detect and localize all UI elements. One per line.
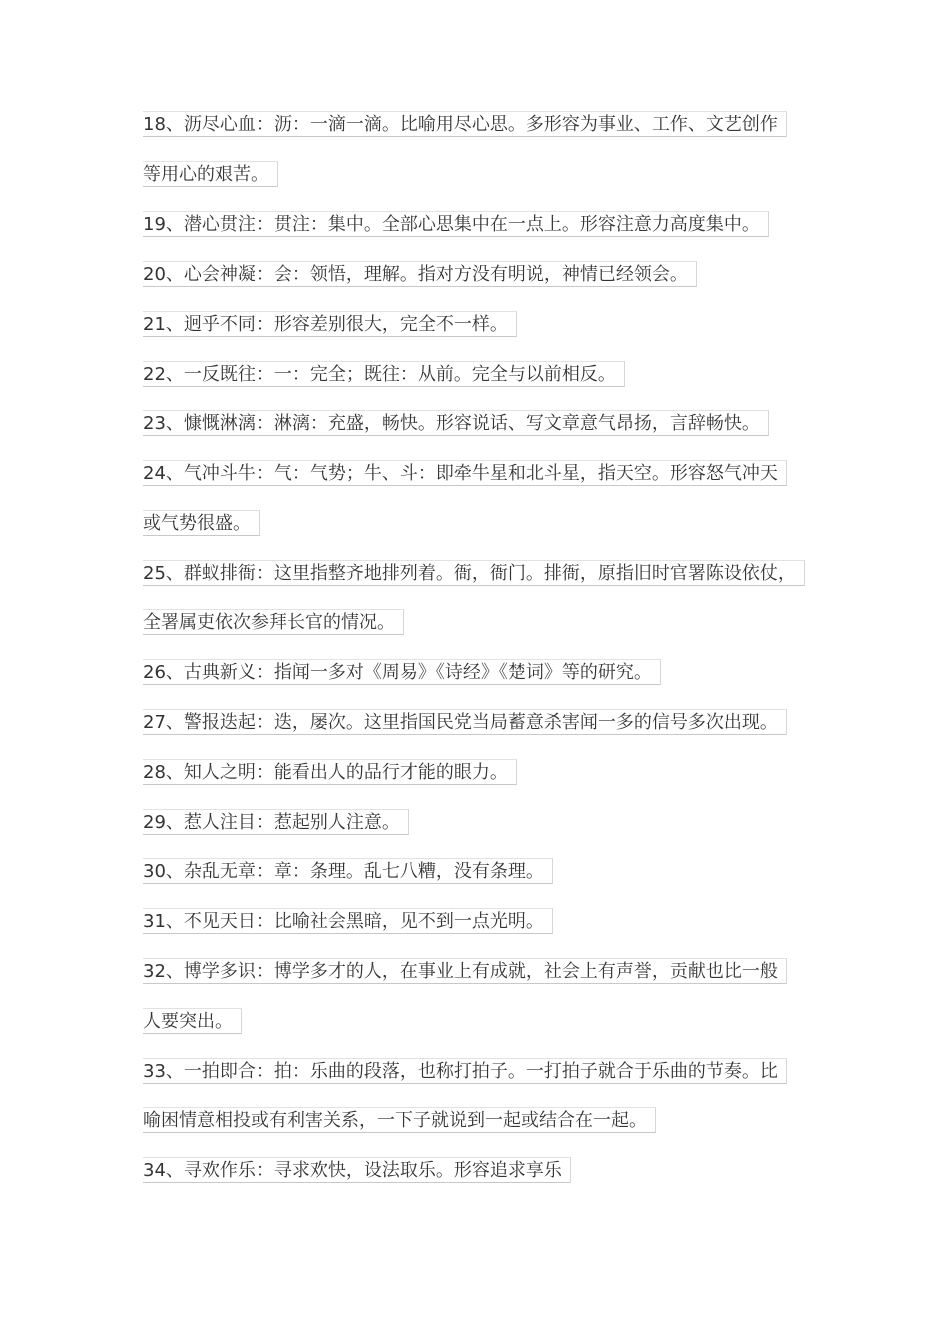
line-text: 33、一拍即合：拍：乐曲的段落，也称打拍子。一打拍子就合于乐曲的节奏。比 bbox=[143, 1061, 778, 1082]
text-line bbox=[143, 560, 805, 586]
line-text: 或气势很盛。 bbox=[143, 513, 251, 534]
line-text: 26、古典新义：指闻一多对《周易》《诗经》《楚词》等的研究。 bbox=[143, 662, 652, 683]
text-line bbox=[143, 858, 553, 884]
line-text: 28、知人之明：能看出人的品行才能的眼力。 bbox=[143, 762, 508, 783]
text-line bbox=[143, 1107, 656, 1133]
text-line bbox=[143, 1157, 571, 1183]
line-text: 30、杂乱无章：章：条理。乱七八糟，没有条理。 bbox=[143, 861, 544, 882]
text-line bbox=[143, 311, 517, 337]
line-text: 喻困情意相投或有利害关系，一下子就说到一起或结合在一起。 bbox=[143, 1110, 647, 1131]
text-line bbox=[143, 1058, 787, 1084]
line-text: 27、警报迭起：迭，屡次。这里指国民党当局蓄意杀害闻一多的信号多次出现。 bbox=[143, 712, 778, 733]
line-text: 20、心会神凝：会：领悟，理解。指对方没有明说，神情已经领会。 bbox=[143, 264, 688, 285]
text-line bbox=[143, 361, 625, 387]
line-text: 24、气冲斗牛：气：气势；牛、斗：即牵牛星和北斗星，指天空。形容怒气冲天 bbox=[143, 463, 778, 484]
text-line bbox=[143, 709, 787, 735]
line-text: 25、群蚁排衙：这里指整齐地排列着。衙，衙门。排衙，原指旧时官署陈设依仗， bbox=[143, 563, 796, 584]
line-text: 18、沥尽心血：沥：一滴一滴。比喻用尽心思。多形容为事业、工作、文艺创作 bbox=[143, 114, 778, 135]
line-text: 32、博学多识：博学多才的人，在事业上有成就，社会上有声誉，贡献也比一般 bbox=[143, 961, 778, 982]
text-line bbox=[143, 161, 278, 187]
text-line bbox=[143, 908, 553, 934]
text-line bbox=[143, 460, 787, 486]
text-line bbox=[143, 261, 697, 287]
text-line bbox=[143, 759, 517, 785]
text-line bbox=[143, 809, 409, 835]
line-text: 34、寻欢作乐：寻求欢快，设法取乐。形容追求享乐 bbox=[143, 1160, 562, 1181]
line-text: 19、潜心贯注：贯注：集中。全部心思集中在一点上。形容注意力高度集中。 bbox=[143, 214, 760, 235]
line-text: 等用心的艰苦。 bbox=[143, 164, 269, 185]
line-text: 31、不见天日：比喻社会黑暗，见不到一点光明。 bbox=[143, 911, 544, 932]
text-line bbox=[143, 211, 769, 237]
text-line bbox=[143, 510, 260, 536]
line-text: 人要突出。 bbox=[143, 1011, 233, 1032]
text-line bbox=[143, 958, 787, 984]
line-text: 29、惹人注目：惹起别人注意。 bbox=[143, 812, 400, 833]
text-line bbox=[143, 609, 404, 635]
text-line bbox=[143, 111, 787, 137]
line-text: 22、一反既往：一：完全；既往：从前。完全与以前相反。 bbox=[143, 364, 616, 385]
text-line bbox=[143, 410, 769, 436]
line-text: 23、慷慨淋漓：淋漓：充盛，畅快。形容说话、写文章意气昂扬，言辞畅快。 bbox=[143, 413, 760, 434]
line-text: 全署属吏依次参拜长官的情况。 bbox=[143, 612, 395, 633]
text-line bbox=[143, 1008, 242, 1034]
line-text: 21、迥乎不同：形容差别很大，完全不一样。 bbox=[143, 314, 508, 335]
text-line bbox=[143, 659, 661, 685]
